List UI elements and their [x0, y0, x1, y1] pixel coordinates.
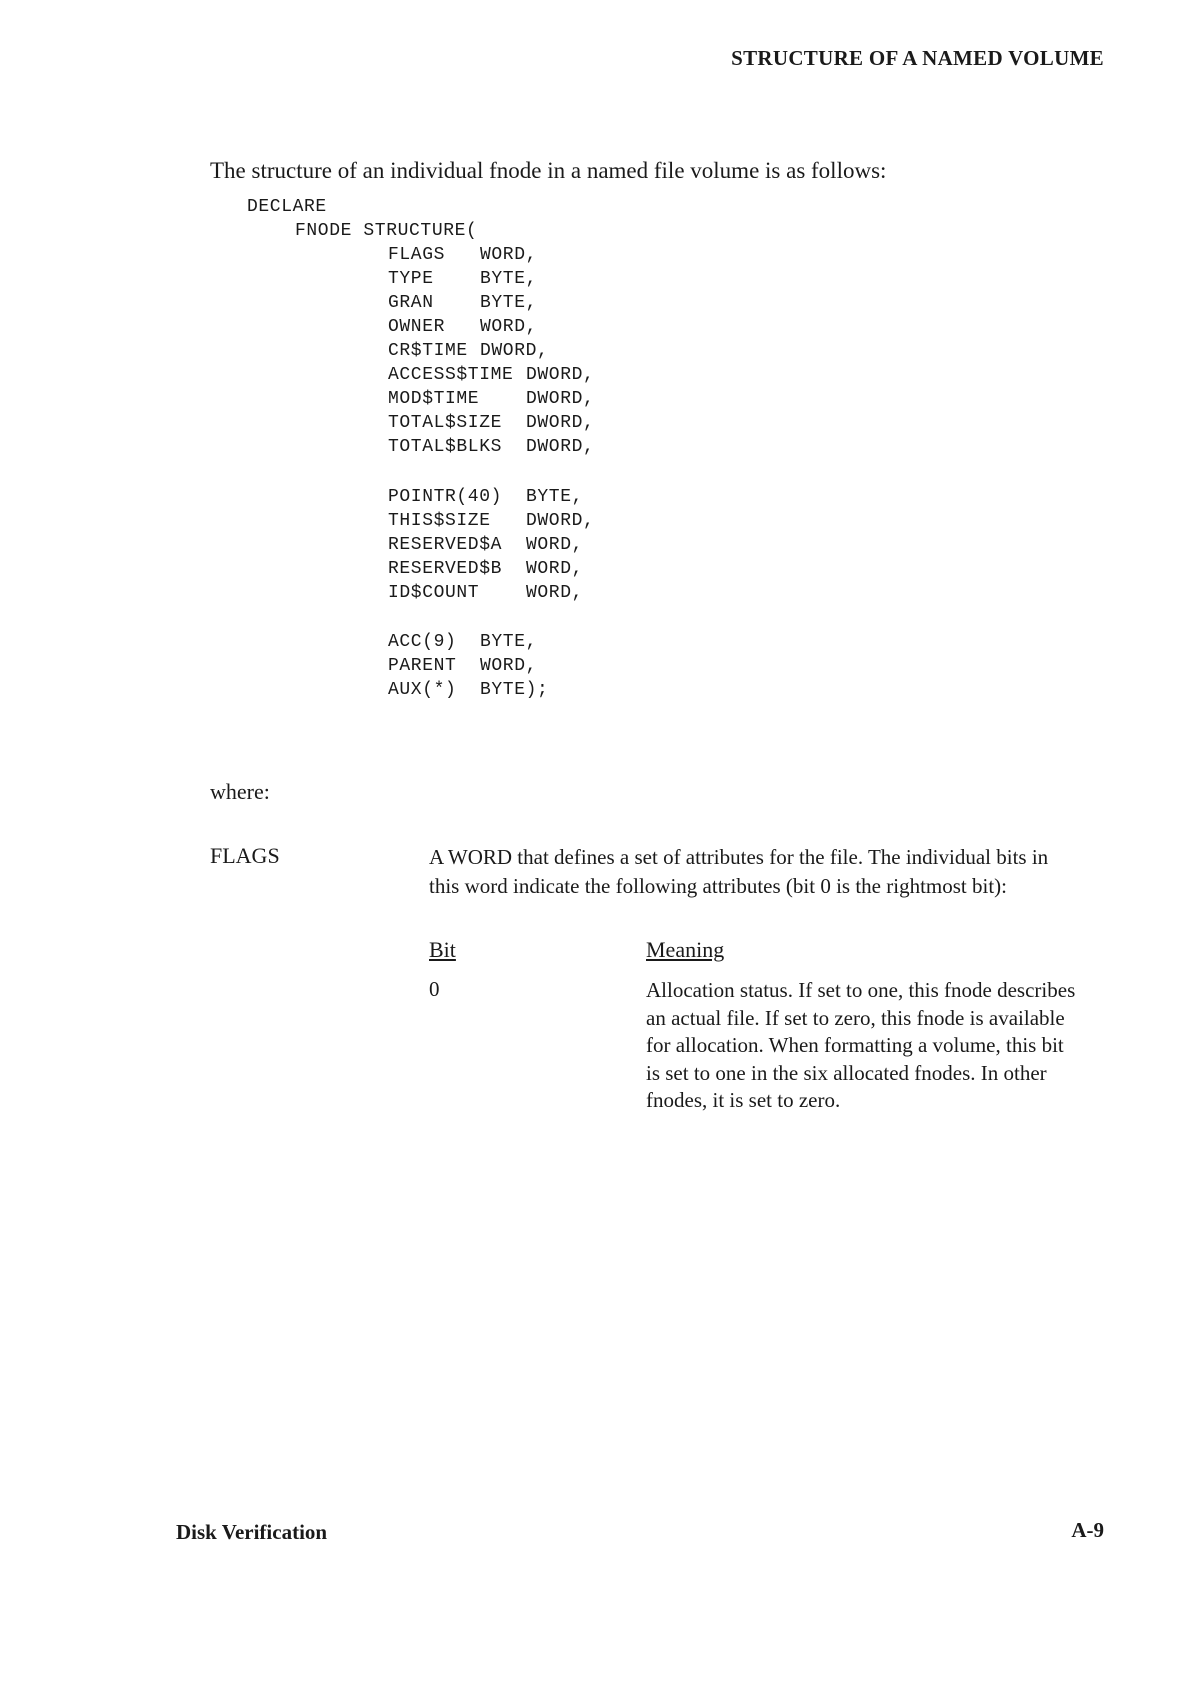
- code-field-type: DWORD,: [480, 341, 549, 361]
- code-field-type: DWORD,: [526, 413, 595, 433]
- code-field-name: AUX(*): [388, 680, 457, 700]
- code-field-name: ID$COUNT: [388, 583, 480, 603]
- code-field-name: ACCESS$TIME: [388, 365, 514, 385]
- code-field-type: BYTE,: [480, 632, 538, 652]
- code-field-type: DWORD,: [526, 437, 595, 457]
- code-field-name: PARENT: [388, 656, 457, 676]
- table-cell-meaning: Allocation status. If set to one, this fnode describes an actual file. If set to zero, this fnode is available for allocation. When formatting a volume, this bit is set to one in the six allocated fnodes. In other fnodes, it is set to zero.: [646, 978, 1076, 1112]
- code-field-name: THIS$SIZE: [388, 511, 491, 531]
- code-field-type: WORD,: [480, 317, 538, 337]
- code-field-type: BYTE,: [480, 293, 538, 313]
- code-field-type: WORD,: [480, 245, 538, 265]
- code-field-type: DWORD,: [526, 511, 595, 531]
- code-field-type: WORD,: [526, 535, 584, 555]
- code-field-type: BYTE,: [480, 269, 538, 289]
- where-label: where:: [210, 779, 270, 804]
- code-field-type: DWORD,: [526, 389, 595, 409]
- code-field-name: TOTAL$BLKS: [388, 437, 503, 457]
- code-field-name: OWNER: [388, 317, 446, 337]
- code-field-type: BYTE,: [526, 487, 584, 507]
- table-header-meaning: Meaning: [646, 937, 725, 962]
- code-field-name: ACC(9): [388, 632, 457, 652]
- definition-description: A WORD that defines a set of attributes for the file. The individual bits in this word indicate the following attributes (bit 0 is the rightmost bit):: [429, 845, 1049, 898]
- page-number: A-9: [1071, 1518, 1104, 1542]
- code-field-type: WORD,: [526, 559, 584, 579]
- definition-term: FLAGS: [210, 843, 280, 868]
- running-head: STRUCTURE OF A NAMED VOLUME: [731, 46, 1104, 70]
- code-field-name: FLAGS: [388, 245, 446, 265]
- intro-paragraph: The structure of an individual fnode in a named file volume is as follows:: [210, 158, 887, 183]
- code-field-name: TOTAL$SIZE: [388, 413, 503, 433]
- code-declare: DECLARE: [247, 197, 327, 217]
- code-field-type: WORD,: [480, 656, 538, 676]
- code-field-name: POINTR(40): [388, 487, 503, 507]
- code-fnode-structure: FNODE STRUCTURE(: [295, 221, 478, 241]
- code-field-type: BYTE);: [480, 680, 549, 700]
- table-cell-bit: 0: [429, 977, 440, 1001]
- code-field-name: CR$TIME: [388, 341, 468, 361]
- code-field-type: WORD,: [526, 583, 584, 603]
- code-field-name: TYPE: [388, 269, 434, 289]
- code-field-name: RESERVED$A: [388, 535, 503, 555]
- code-field-type: DWORD,: [526, 365, 595, 385]
- code-field-name: RESERVED$B: [388, 559, 503, 579]
- footer-title: Disk Verification: [176, 1520, 328, 1544]
- table-header-bit: Bit: [429, 937, 456, 962]
- code-field-name: GRAN: [388, 293, 434, 313]
- code-field-name: MOD$TIME: [388, 389, 480, 409]
